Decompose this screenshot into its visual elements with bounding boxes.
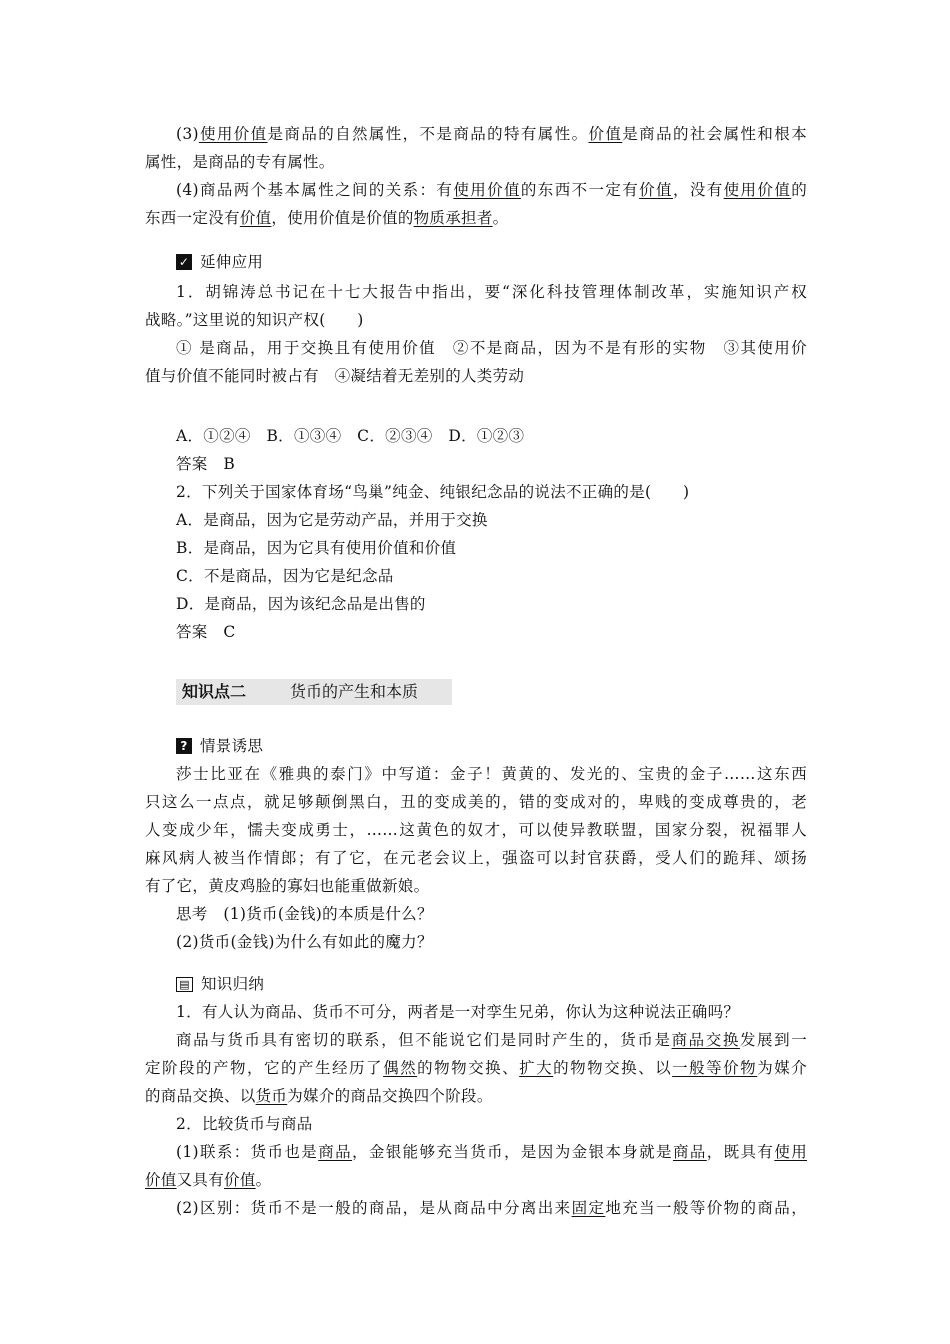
think-question-1: 思考 (1)货币(金钱)的本质是什么？ xyxy=(176,905,433,923)
extension-header xyxy=(176,251,807,273)
checkbox-checked-icon: ✓ xyxy=(176,254,192,270)
question-2-option-c: C．不是商品，因为它是纪念品 xyxy=(176,567,394,585)
summary-question-2: 2．比较货币与商品 xyxy=(176,1115,313,1133)
scenario-line-5: 有了它，黄皮鸡脸的寡妇也能重做新娘。 xyxy=(145,877,430,895)
summary-header xyxy=(176,973,807,995)
book-icon: ▤ xyxy=(176,977,193,992)
summary-answer-1-line-2: 定阶段的产物，它的产生经历了偶然的物物交换、扩大的物物交换、以一般等价物为媒介 xyxy=(145,1059,807,1077)
question-1-answer: 答案 B xyxy=(176,455,236,473)
question-1-stem-line-2: 战略。”这里说的知识产权( ) xyxy=(145,311,364,329)
scenario-header xyxy=(176,735,807,757)
scenario-line-2: 只这么一点点，就足够颠倒黑白，丑的变成美的，错的变成对的，卑贱的变成尊贵的，老 xyxy=(145,793,807,811)
relation-line-2: 价值又具有价值。 xyxy=(145,1171,272,1189)
scenario-line-1: 莎士比亚在《雅典的泰门》中写道：金子！黄黄的、发光的、宝贵的金子……这东西 xyxy=(176,765,807,783)
question-2-stem: 2．下列关于国家体育场“鸟巢”纯金、纯银纪念品的说法不正确的是( ) xyxy=(176,483,690,501)
extension-title: 延伸应用 xyxy=(200,253,264,271)
section-title xyxy=(176,679,452,705)
scenario-title: 情景诱思 xyxy=(200,737,264,755)
relation-line-1: (1)联系：货币也是商品，金银能够充当货币，是因为金银本身就是商品，既具有使用 xyxy=(176,1143,808,1161)
summary-answer-1-line-1: 商品与货币具有密切的联系，但不能说它们是同时产生的，货币是商品交换发展到一 xyxy=(176,1031,808,1049)
scenario-line-4: 麻风病人被当作情郎；有了它，在元老会议上，强盗可以封官获爵，受人们的跪拜、颂扬 xyxy=(145,849,807,867)
question-1-options-line-2: 值与价值不能同时被占有 ④凝结着无差别的人类劳动 xyxy=(145,367,525,385)
question-2-option-d: D．是商品，因为该纪念品是出售的 xyxy=(176,595,426,613)
question-1-options-line-1: ① 是商品，用于交换且有使用价值 ②不是商品，因为不是有形的实物 ③其使用价 xyxy=(176,339,807,357)
think-question-2: (2)货币(金钱)为什么有如此的魔力？ xyxy=(176,933,433,951)
section-heading: 货币的产生和本质 xyxy=(290,682,419,701)
scenario-line-3: 人变成少年，懦夫变成勇士，……这黄色的奴才，可以使异教联盟，国家分裂，祝福罪人 xyxy=(145,821,807,839)
paragraph-4-line-1: (4)商品两个基本属性之间的关系：有使用价值的东西不一定有价值，没有使用价值的 xyxy=(176,181,808,199)
section-label: 知识点二 xyxy=(182,682,247,701)
question-2-option-b: B．是商品，因为它具有使用价值和价值 xyxy=(176,539,457,557)
paragraph-3-line-1: (3)使用价值是商品的自然属性，不是商品的特有属性。价值是商品的社会属性和根本 xyxy=(176,125,808,143)
question-mark-icon: ? xyxy=(176,738,192,754)
summary-title: 知识归纳 xyxy=(201,975,265,993)
question-2-answer: 答案 C xyxy=(176,623,236,641)
difference-line-1: (2)区别：货币不是一般的商品，是从商品中分离出来固定地充当一般等价物的商品， xyxy=(176,1199,807,1217)
question-2-option-a: A．是商品，因为它是劳动产品，并用于交换 xyxy=(176,511,488,529)
question-1-stem-line-1: 1．胡锦涛总书记在十七大报告中指出，要“深化科技管理体制改革，实施知识产权 xyxy=(176,283,807,301)
summary-answer-1-line-3: 的商品交换、以货币为媒介的商品交换四个阶段。 xyxy=(145,1087,493,1105)
paragraph-3-line-2: 属性，是商品的专有属性。 xyxy=(145,153,335,171)
paragraph-4-line-2: 东西一定没有价值，使用价值是价值的物质承担者。 xyxy=(145,209,509,227)
question-1-choices: A．①②④ B．①③④ C．②③④ D．①②③ xyxy=(176,427,525,445)
summary-question-1: 1．有人认为商品、货币不可分，两者是一对孪生兄弟，你认为这种说法正确吗？ xyxy=(176,1003,740,1021)
